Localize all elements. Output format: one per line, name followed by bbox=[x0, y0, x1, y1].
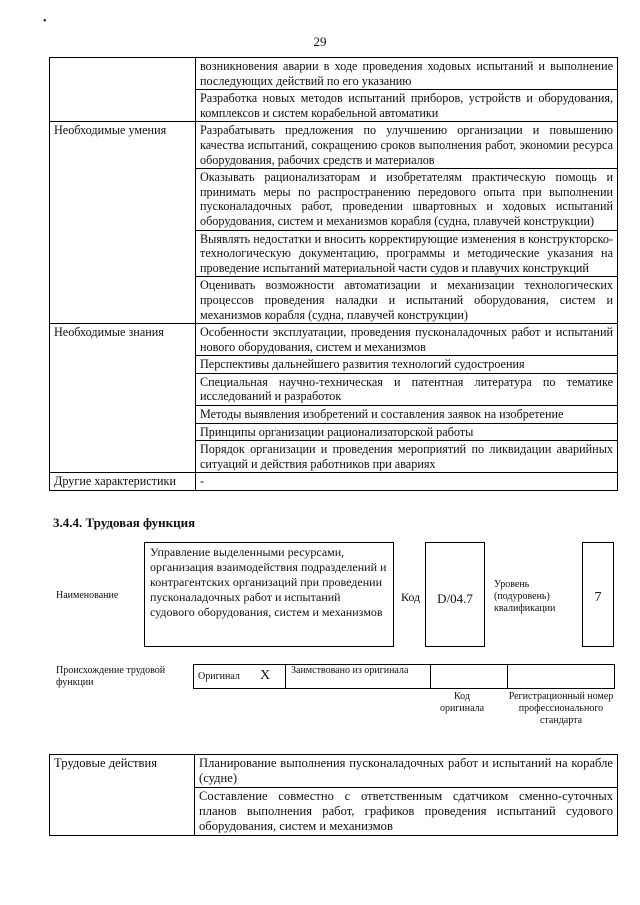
list-item: Разработка новых методов испытаний приборов, устройств и оборудования, комплексов и систем корабельной автоматики bbox=[196, 90, 618, 122]
scan-mark: • bbox=[43, 16, 47, 27]
code-value: D/04.7 bbox=[437, 591, 473, 606]
page-number: 29 bbox=[313, 34, 327, 49]
list-item: Особенности эксплуатации, проведения пусконаладочных работ и испытаний нового оборудования, систем и механизмов bbox=[196, 324, 618, 356]
origin-label: Происхождение трудовой функции bbox=[56, 665, 166, 688]
level-label: Уровень (подуровень) квалификации bbox=[494, 579, 556, 614]
borrowed-label: Заимствовано из оригинала bbox=[291, 665, 409, 676]
level-value: 7 bbox=[594, 590, 602, 605]
actions-table bbox=[49, 754, 618, 836]
list-item: возникновения аварии в ходе проведения ходовых испытаний и выполнение последующих действий по его указанию bbox=[196, 58, 618, 90]
list-item: Порядок организации и проведения мероприятий по ликвидации аварийных ситуаций и действия работников при авариях bbox=[196, 441, 618, 473]
original-label: Оригинал bbox=[198, 671, 240, 682]
function-name-value: Управление выделенными ресурсами, организация взаимодействия подразделений и контрагентских организаций при проведении пусконаладочных работ и испытаний судового оборудования, систем и механизмов bbox=[150, 545, 387, 619]
competencies-table bbox=[49, 57, 618, 491]
list-item: Принципы организации рационализаторской работы bbox=[196, 423, 618, 441]
row-label-actions: Трудовые действия bbox=[50, 755, 195, 836]
divider bbox=[430, 665, 431, 688]
section-heading: 3.4.4. Трудовая функция bbox=[53, 515, 196, 530]
code-label: Код bbox=[401, 590, 421, 604]
row-label-skills: Необходимые умения bbox=[50, 122, 196, 324]
code-box bbox=[425, 542, 485, 647]
table-row bbox=[50, 755, 618, 788]
function-name-box bbox=[144, 542, 394, 647]
code-original-caption: Код оригинала bbox=[439, 691, 485, 714]
row-label-knowledge: Необходимые знания bbox=[50, 324, 196, 473]
list-item: Составление совместно с ответственным сдатчиком сменно-суточных планов выполнения работ, графиков проведения испытаний судового оборудования, систем и механизмов bbox=[195, 788, 618, 836]
table-row bbox=[50, 324, 618, 356]
list-item: Разрабатывать предложения по улучшению организации и повышению качества испытаний, сокращению сроков выполнения работ, экономии ресурса оборудования, рабочих средств и материалов bbox=[196, 122, 618, 169]
table-row bbox=[50, 58, 618, 90]
row-label bbox=[50, 58, 196, 122]
original-mark: X bbox=[260, 668, 271, 683]
list-item: Перспективы дальнейшего развития технологий судостроения bbox=[196, 356, 618, 374]
row-label-other: Другие характеристики bbox=[50, 473, 196, 491]
divider bbox=[285, 665, 286, 688]
name-label: Наименование bbox=[56, 590, 119, 601]
reg-number-caption: Регистрационный номер профессионального стандарта bbox=[508, 691, 614, 726]
list-item: Оценивать возможности автоматизации и механизации технологических процессов проведения наладки и испытаний оборудования, систем и механизмов корабля (судна, плавучей конструкции) bbox=[196, 277, 618, 324]
divider bbox=[507, 665, 508, 688]
table-row bbox=[50, 473, 618, 491]
list-item: Оказывать рационализаторам и изобретателям практическую помощь и принимать меры по распространению передового опыта при выполнении пусконаладочных работ, проведении швартовных и ходовых испытаний оборудования, систем и механизмов корабля (судна, плавучей конструкции) bbox=[196, 169, 618, 230]
table-row bbox=[50, 122, 618, 169]
list-item: Выявлять недостатки и вносить корректирующие изменения в конструкторско-технологическую документацию, программы и методические указания на проведение испытаний материальной части судов и плавучих конструкций bbox=[196, 230, 618, 277]
list-item: - bbox=[196, 473, 618, 491]
list-item: Методы выявления изобретений и составления заявок на изобретение bbox=[196, 406, 618, 424]
list-item: Планирование выполнения пусконаладочных работ и испытаний на корабле (судне) bbox=[195, 755, 618, 788]
list-item: Специальная научно-техническая и патентная литература по тематике исследований и разработок bbox=[196, 373, 618, 405]
level-box bbox=[582, 542, 614, 647]
